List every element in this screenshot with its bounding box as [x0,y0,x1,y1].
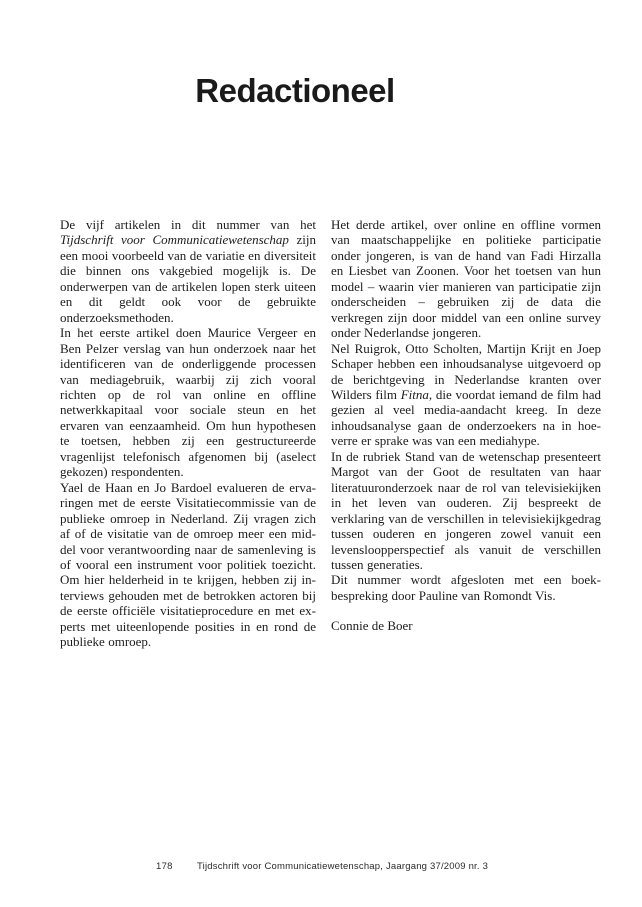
journal-reference: Tijdschrift voor Communicatiewetenschap, Jaargang 37/2009 nr. 3 [197,861,489,872]
column-right-paragraphs [331,217,601,603]
paragraph: De vijf artikelen in dit nummer van het Tijdschrift voor Communicatiewetenschap zijn een mooi voorbeeld van de variatie en diversiteit die binnen ons vakgebied mogelijk is. De onderwerpen van de artikelen lopen sterk uiteen en dit geldt ook voor de gebruikte onderzoeksmethoden. [60,217,316,325]
paragraph: In de rubriek Stand van de wetenschap presenteert Margot van der Goot de resultaten van haar literatuuronderzoek naar de rol van televisiekijken in het leven van ouderen. Zij bespreekt de verklaring van de verschillen in televisiekijkgedrag tussen ouderen en jongeren zowel vanuit een levensloopperspectief als vanuit de verschillen tussen generaties. [331,448,601,572]
paragraph: Nel Ruigrok, Otto Scholten, Martijn Krijt en Joep Schaper hebben een inhoudsanalyse uitgevoerd op de berichtgeving in Nederlandse kranten over Wilders film Fitna, die voordat iemand de film had gezien al veel media-aandacht kreeg. In deze inhoudsanalyse gaan de onderzoekers na in hoeverre er sprake was van een mediahype. [331,340,601,449]
page-number: 178 [156,861,173,872]
paragraph: Dit nummer wordt afgesloten met een boekbespreking door Pauline van Romondt Vis. [331,572,601,603]
footer [0,861,642,875]
column-left [60,217,316,650]
page-title: Redactioneel [195,72,395,109]
signature: Connie de Boer [331,618,413,634]
column-right [331,217,601,634]
paragraph: Yael de Haan en Jo Bardoel evalueren de ervaringen met de eerste Visitatiecommissie van de publieke omroep in Nederland. Zij vragen zich af of de visitatie van de omroep meer een middel voor verantwoording naar de samenleving is of vooral een instrument voor politiek toezicht. Om hier helderheid in te krijgen, hebben zij interviews gehouden met de betrokken actoren bij de eerste officiële visitatieprocedure en met experts met uiteenlopende posities in en rond de publieke omroep. [60,479,316,650]
paragraph: In het eerste artikel doen Maurice Vergeer en Ben Pelzer verslag van hun onderzoek naar het identificeren van de onderliggende processen van mediagebruik, waarbij zij zich vooral richten op de rol van online en offline netwerkkapitaal voor sociale steun en het ervaren van eenzaamheid. Om hun hypothesen te toetsen, hebben zij een gestructureerde vragenlijst telefonisch afgenomen bij (aselect gekozen) respondenten. [60,325,316,480]
paragraph: Het derde artikel, over online en offline vormen van maatschappelijke en politieke participatie onder jongeren, is van de hand van Fadi Hirzalla en Liesbet van Zoonen. Voor het toetsen van hun model – waarin vier manieren van participatie zijn onderscheiden – gebruiken zij de data die verkregen zijn door middel van een online survey onder Nederlandse jongeren. [331,217,601,341]
